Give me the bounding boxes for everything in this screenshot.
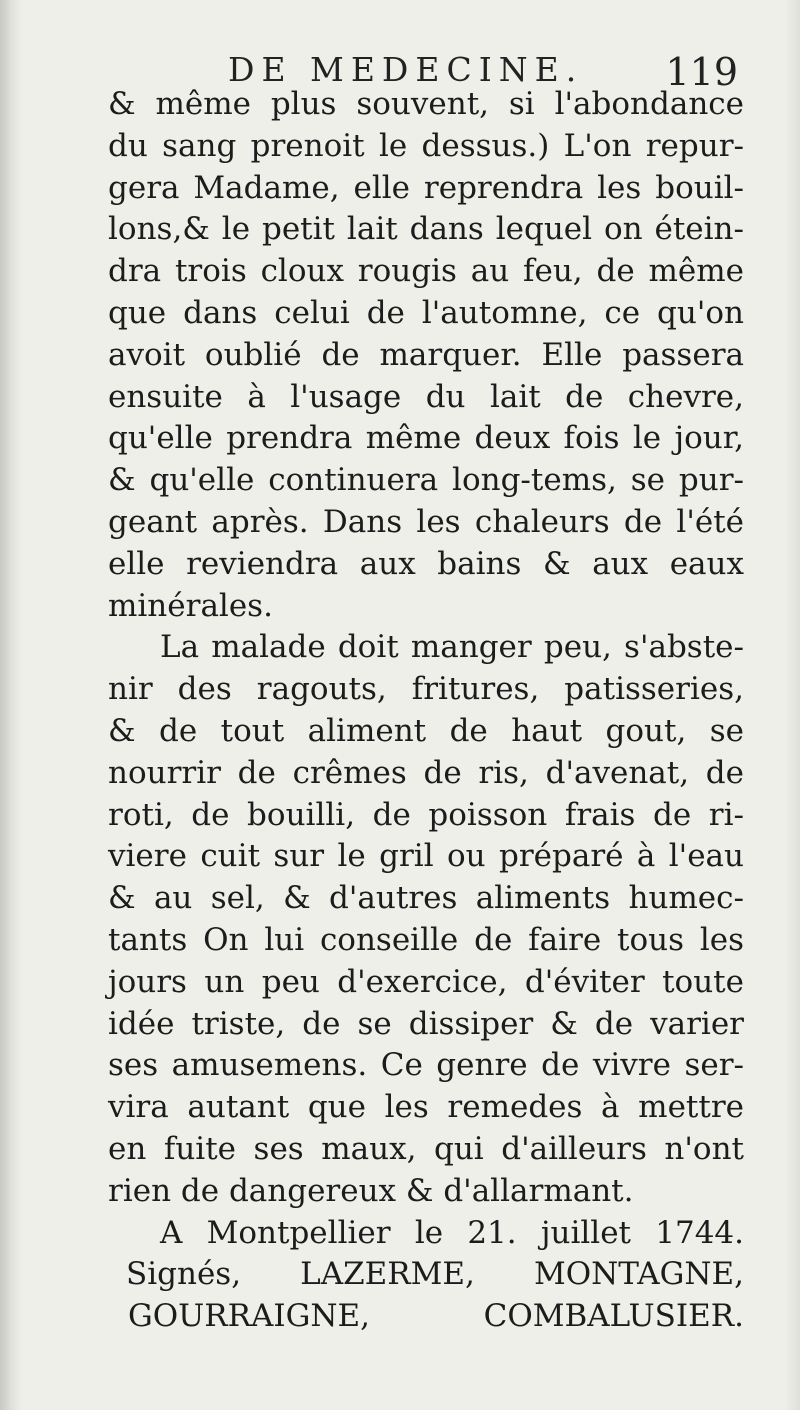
- text-line: du sang prenoit le dessus.) L'on repur-: [108, 127, 744, 164]
- text-line: vira autant que les remedes à mettre: [108, 1089, 744, 1126]
- text-line: viere cuit sur le gril ou préparé à l'eau: [108, 838, 744, 875]
- text-line: nourrir de crêmes de ris, d'avenat, de: [108, 754, 744, 791]
- page-number: 119: [665, 50, 738, 94]
- running-head: DE MEDECINE.: [228, 50, 584, 89]
- text-line: ses amusemens. Ce genre de vivre ser-: [108, 1047, 744, 1084]
- text-line: & de tout aliment de haut gout, se: [108, 712, 744, 749]
- text-line: La malade doit manger peu, s'abste-: [160, 629, 744, 666]
- text-line: & qu'elle continuera long-tems, se pur-: [108, 462, 744, 499]
- signatories-line: Signés, LAZERME, MONTAGNE,: [126, 1256, 744, 1293]
- text-line: gera Madame, elle reprendra les bouil-: [108, 169, 744, 206]
- text-line: elle reviendra aux bains & aux eaux: [108, 545, 744, 582]
- text-line: en fuite ses maux, qui d'ailleurs n'ont: [108, 1130, 744, 1167]
- text-line: tants On lui conseille de faire tous les: [108, 921, 744, 958]
- text-line: rien de dangereux & d'allarmant.: [108, 1172, 634, 1209]
- text-line: que dans celui de l'automne, ce qu'on: [108, 294, 744, 331]
- text-line: roti, de bouilli, de poisson frais de ri-: [108, 796, 744, 833]
- page-gutter-shadow: [0, 0, 22, 1410]
- text-line: minérales.: [108, 587, 273, 624]
- text-line: nir des ragouts, fritures, patisseries,: [108, 671, 744, 708]
- text-line: & au sel, & d'autres aliments humec-: [108, 880, 744, 917]
- signatories-line: GOURRAIGNE, COMBALUSIER.: [128, 1298, 744, 1335]
- place-date-line: A Montpellier le 21. juillet 1744.: [160, 1214, 744, 1251]
- body-text: [108, 84, 744, 1338]
- text-line: idée triste, de se dissiper & de varier: [108, 1005, 744, 1042]
- text-line: avoit oublié de marquer. Elle passera: [108, 336, 744, 373]
- page-edge-shadow: [784, 0, 800, 1410]
- text-line: lons,& le petit lait dans lequel on étein-: [108, 211, 744, 248]
- text-line: & même plus souvent, si l'abondance: [108, 86, 744, 122]
- text-line: qu'elle prendra même deux fois le jour,: [108, 420, 744, 457]
- text-line: geant après. Dans les chaleurs de l'été: [108, 503, 744, 540]
- text-line: jours un peu d'exercice, d'éviter toute: [108, 963, 744, 1000]
- text-line: dra trois cloux rougis au feu, de même: [108, 253, 744, 290]
- text-line: ensuite à l'usage du lait de chevre,: [108, 378, 744, 415]
